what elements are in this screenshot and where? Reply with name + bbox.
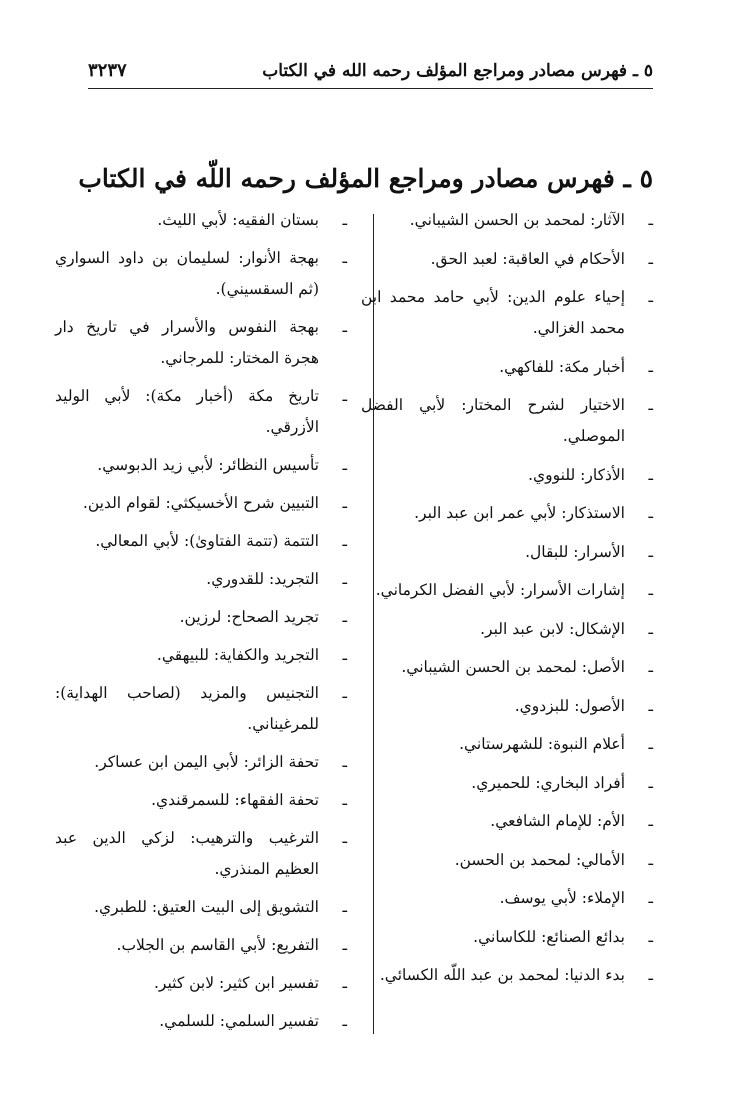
entry-dash: ـ bbox=[648, 889, 653, 907]
entry-text: الأسرار: للبقال. bbox=[525, 542, 625, 561]
entry-dash: ـ bbox=[342, 318, 347, 336]
entry-dash: ـ bbox=[342, 387, 347, 405]
source-entry bbox=[361, 806, 653, 837]
sources-list-right-column bbox=[361, 205, 653, 999]
entry-text: الآثار: لمحمد بن الحسن الشيباني. bbox=[409, 211, 625, 229]
entry-dash: ـ bbox=[648, 542, 653, 561]
source-entry bbox=[55, 381, 347, 443]
entry-text: أعلام النبوة: للشهرستاني. bbox=[459, 735, 625, 753]
entry-dash: ـ bbox=[648, 966, 653, 984]
entry-text: أخبار مكة: للفاكهي. bbox=[499, 357, 625, 376]
entry-text: الإشكال: لابن عبد البر. bbox=[480, 619, 625, 638]
entry-dash: ـ bbox=[648, 211, 653, 229]
entry-dash: ـ bbox=[648, 357, 653, 376]
source-entry bbox=[361, 575, 653, 606]
source-entry bbox=[361, 960, 653, 991]
entry-dash: ـ bbox=[342, 494, 347, 512]
entry-text: التجريد والكفاية: للبيهقي. bbox=[156, 646, 319, 664]
source-entry bbox=[55, 488, 347, 519]
entry-text: تأسيس النظائر: لأبي زيد الدبوسي. bbox=[97, 456, 319, 474]
entry-text: التفريع: لأبي القاسم بن الجلاب. bbox=[116, 936, 319, 954]
entry-text: تفسير السلمي: للسلمي. bbox=[159, 1012, 319, 1030]
entry-dash: ـ bbox=[648, 773, 653, 792]
entry-dash: ـ bbox=[342, 532, 347, 550]
entry-text: تحفة الزائر: لأبي اليمن ابن عساكر. bbox=[94, 753, 319, 771]
source-entry bbox=[55, 892, 347, 923]
page-number: ٣٢٣٧ bbox=[88, 60, 127, 81]
entry-dash: ـ bbox=[342, 570, 347, 588]
entry-text: إشارات الأسرار: لأبي الفضل الكرماني. bbox=[375, 581, 625, 599]
entry-dash: ـ bbox=[342, 753, 347, 771]
entry-text: بهجة النفوس والأسرار في تاريخ دار هجرة المختار: للمرجاني. bbox=[55, 318, 319, 367]
entry-dash: ـ bbox=[648, 288, 653, 306]
entry-text: التشويق إلى البيت العتيق: للطبري. bbox=[94, 898, 319, 916]
entry-text: تاريخ مكة (أخبار مكة): لأبي الوليد الأزرقي. bbox=[55, 387, 319, 436]
source-entry bbox=[361, 205, 653, 236]
source-entry bbox=[361, 352, 653, 383]
entry-dash: ـ bbox=[648, 581, 653, 599]
source-entry bbox=[361, 498, 653, 529]
column-divider bbox=[373, 214, 374, 1034]
entry-text: تفسير ابن كثير: لابن كثير. bbox=[153, 974, 319, 992]
source-entry bbox=[55, 747, 347, 778]
entry-text: تجريد الصحاح: لرزين. bbox=[179, 608, 319, 626]
source-entry bbox=[361, 845, 653, 876]
source-entry bbox=[55, 785, 347, 816]
entry-text: الأصول: للبزدوي. bbox=[514, 696, 625, 715]
entry-dash: ـ bbox=[342, 456, 347, 474]
entry-dash: ـ bbox=[342, 829, 347, 847]
source-entry bbox=[55, 930, 347, 961]
entry-text: بهجة الأنوار: لسليمان بن داود السواري (ثم السقسيني). bbox=[55, 249, 319, 298]
entry-dash: ـ bbox=[648, 812, 653, 830]
entry-text: الأحكام في العاقبة: لعبد الحق. bbox=[430, 249, 625, 268]
entry-dash: ـ bbox=[648, 850, 653, 869]
source-entry bbox=[55, 564, 347, 595]
entry-text: الأصل: لمحمد بن الحسن الشيباني. bbox=[401, 658, 625, 676]
entry-text: الاستذكار: لأبي عمر ابن عبد البر. bbox=[414, 504, 625, 522]
source-entry bbox=[361, 729, 653, 760]
entry-text: التتمة (تتمة الفتاوىٰ): لأبي المعالي. bbox=[95, 532, 319, 550]
entry-dash: ـ bbox=[648, 249, 653, 268]
source-entry bbox=[361, 460, 653, 491]
entry-dash: ـ bbox=[342, 608, 347, 626]
source-entry bbox=[361, 922, 653, 953]
source-entry bbox=[361, 537, 653, 568]
source-entry bbox=[55, 823, 347, 885]
entry-dash: ـ bbox=[342, 898, 347, 916]
source-entry bbox=[361, 883, 653, 914]
entry-dash: ـ bbox=[342, 936, 347, 954]
source-entry bbox=[55, 450, 347, 481]
entry-text: الأم: للإمام الشافعي. bbox=[490, 812, 625, 830]
entry-dash: ـ bbox=[648, 927, 653, 946]
source-entry bbox=[55, 640, 347, 671]
entry-text: الإملاء: لأبي يوسف. bbox=[499, 889, 625, 907]
source-entry bbox=[55, 602, 347, 633]
section-title: ٥ ـ فهرس مصادر ومراجع المؤلف رحمه اللّه في الكتاب bbox=[78, 163, 653, 193]
entry-dash: ـ bbox=[342, 974, 347, 992]
entry-dash: ـ bbox=[342, 684, 347, 702]
source-entry bbox=[55, 1006, 347, 1037]
running-title: ٥ ـ فهرس مصادر ومراجع المؤلف رحمه الله في الكتاب bbox=[262, 61, 653, 81]
entry-dash: ـ bbox=[648, 504, 653, 522]
entry-text: الأمالي: لمحمد بن الحسن. bbox=[454, 850, 625, 869]
entry-text: بدائع الصنائع: للكاساني. bbox=[473, 927, 625, 946]
entry-text: التجنيس والمزيد (لصاحب الهداية): للمرغيناني. bbox=[55, 684, 319, 733]
entry-text: تحفة الفقهاء: للسمرقندي. bbox=[151, 791, 319, 809]
entry-text: أفراد البخاري: للحميري. bbox=[471, 773, 625, 792]
entry-dash: ـ bbox=[648, 735, 653, 753]
entry-text: التبيين شرح الأخسيكثي: لقوام الدين. bbox=[82, 494, 319, 512]
entry-dash: ـ bbox=[342, 1012, 347, 1030]
source-entry bbox=[55, 526, 347, 557]
source-entry bbox=[361, 614, 653, 645]
running-header bbox=[88, 52, 653, 82]
entry-text: إحياء علوم الدين: لأبي حامد محمد ابن محمد الغزالي. bbox=[361, 288, 625, 337]
entry-dash: ـ bbox=[342, 249, 347, 267]
entry-text: الاختيار لشرح المختار: لأبي الفضل الموصلي. bbox=[361, 396, 625, 445]
source-entry bbox=[55, 243, 347, 305]
source-entry bbox=[55, 312, 347, 374]
entry-dash: ـ bbox=[648, 619, 653, 638]
entry-dash: ـ bbox=[342, 791, 347, 809]
source-entry bbox=[361, 282, 653, 344]
sources-list-left-column bbox=[55, 205, 347, 1044]
source-entry bbox=[361, 652, 653, 683]
header-rule bbox=[88, 88, 653, 89]
source-entry bbox=[55, 678, 347, 740]
source-entry bbox=[361, 691, 653, 722]
entry-text: بستان الفقيه: لأبي الليث. bbox=[157, 211, 319, 229]
entry-dash: ـ bbox=[648, 465, 653, 484]
source-entry bbox=[361, 768, 653, 799]
entry-dash: ـ bbox=[342, 211, 347, 229]
source-entry bbox=[55, 968, 347, 999]
entry-dash: ـ bbox=[648, 396, 653, 414]
source-entry bbox=[361, 390, 653, 452]
entry-dash: ـ bbox=[648, 696, 653, 715]
entry-dash: ـ bbox=[342, 646, 347, 664]
entry-text: الترغيب والترهيب: لزكي الدين عبد العظيم المنذري. bbox=[55, 829, 319, 878]
source-entry bbox=[361, 244, 653, 275]
entry-text: التجريد: للقدوري. bbox=[206, 570, 319, 588]
entry-text: بدء الدنيا: لمحمد بن عبد اللّه الكسائي. bbox=[379, 966, 625, 984]
source-entry bbox=[55, 205, 347, 236]
entry-dash: ـ bbox=[648, 658, 653, 676]
entry-text: الأذكار: للنووي. bbox=[528, 465, 625, 484]
